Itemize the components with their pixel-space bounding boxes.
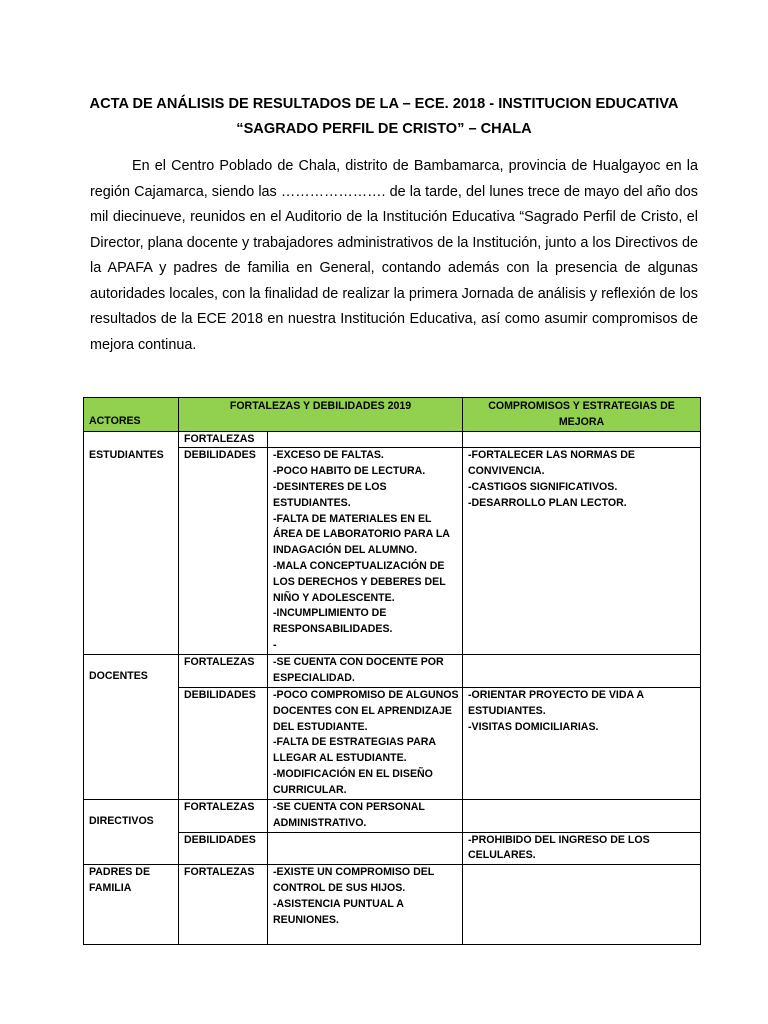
list-item: - <box>273 638 277 651</box>
label-debilidades: DEBILIDADES <box>179 832 268 865</box>
list-item: -MALA CONCEPTUALIZACIÓN DE LOS DERECHOS Y DEBERES DEL NIÑO Y ADOLESCENTE. <box>273 559 446 604</box>
list-item: -DESARROLLO PLAN LECTOR. <box>468 496 627 509</box>
actor-padres-de-familia: PADRES DE FAMILIA <box>84 865 179 945</box>
list-item: -ASISTENCIA PUNTUAL A REUNIONES. <box>273 897 404 926</box>
label-fortalezas: FORTALEZAS <box>179 431 268 448</box>
list-item: -FALTA DE ESTRATEGIAS PARA LLEGAR AL ESTUDIANTE. <box>273 736 436 765</box>
table-row <box>84 431 701 448</box>
directivos-fortalezas <box>268 799 463 832</box>
list-item: -POCO COMPROMISO DE ALGUNOS DOCENTES CON EL APRENDIZAJE DEL ESTUDIANTE. <box>273 688 459 733</box>
list-item: -POCO HABITO DE LECTURA. <box>273 465 426 478</box>
label-fortalezas: FORTALEZAS <box>179 799 268 832</box>
docentes-compromisos <box>463 687 701 799</box>
cell-empty <box>463 655 701 688</box>
header-fortalezas-debilidades: FORTALEZAS Y DEBILIDADES 2019 <box>179 398 463 432</box>
list-item: -SE CUENTA CON PERSONAL ADMINISTRATIVO. <box>273 800 425 829</box>
actor-estudiantes: ESTUDIANTES <box>84 431 179 655</box>
analysis-table <box>83 397 701 945</box>
cell-empty <box>463 431 701 448</box>
label-fortalezas: FORTALEZAS <box>179 655 268 688</box>
estudiantes-debilidades <box>268 448 463 655</box>
label-fortalezas: FORTALEZAS <box>179 865 268 945</box>
list-item: -EXISTE UN COMPROMISO DEL CONTROL DE SUS HIJOS. <box>273 866 435 894</box>
header-compromisos: COMPROMISOS Y ESTRATEGIAS DE MEJORA <box>463 398 701 432</box>
list-item: -MODIFICACIÓN EN EL DISEÑO CURRICULAR. <box>273 767 433 796</box>
list-item: -CASTIGOS SIGNIFICATIVOS. <box>468 480 618 493</box>
label-debilidades: DEBILIDADES <box>179 687 268 799</box>
actor-directivos: DIRECTIVOS <box>84 799 179 864</box>
table-row <box>84 865 701 945</box>
document-title <box>60 92 708 142</box>
title-line-2: “SAGRADO PERFIL DE CRISTO” – CHALA <box>236 121 532 137</box>
header-actors: ACTORES <box>84 398 179 432</box>
table-header-row <box>84 398 701 432</box>
actor-docentes: DOCENTES <box>84 655 179 800</box>
intro-paragraph: En el Centro Poblado de Chala, distrito de Bambamarca, provincia de Hualgayoc en la región Cajamarca, siendo las …………………. de la tarde, del lunes trece de mayo del año dos mil diecinueve, reunidos en el Auditorio de la Institución Educativa “Sagrado Perfil de Cristo, el Director, plana docente y trabajadores administrativos de la Institución, junto a los Directivos de la APAFA y padres de familia en General, contando además con la presencia de algunas autoridades locales, con la finalidad de realizar la primera Jornada de análisis y reflexión de los resultados de la ECE 2018 en nuestra Institución Educativa, así como asumir compromisos de mejora continua. <box>90 158 698 353</box>
list-item: -SE CUENTA CON DOCENTE POR ESPECIALIDAD. <box>273 656 444 685</box>
docentes-debilidades <box>268 687 463 799</box>
docentes-fortalezas <box>268 655 463 688</box>
table-row <box>84 799 701 832</box>
cell-empty <box>268 431 463 448</box>
list-item: -PROHIBIDO DEL INGRESO DE LOS CELULARES. <box>468 833 650 862</box>
list-item: -FALTA DE MATERIALES EN EL ÁREA DE LABORATORIO PARA LA INDAGACIÓN DEL ALUMNO. <box>273 512 450 557</box>
list-item: -FORTALECER LAS NORMAS DE CONVIVENCIA. <box>468 449 635 478</box>
directivos-compromisos <box>463 832 701 865</box>
list-item: -ORIENTAR PROYECTO DE VIDA A ESTUDIANTES. <box>468 688 644 717</box>
list-item: -VISITAS DOMICILIARIAS. <box>468 720 599 733</box>
cell-empty <box>268 832 463 865</box>
padres-fortalezas <box>268 865 463 945</box>
estudiantes-compromisos <box>463 448 701 655</box>
cell-empty <box>463 799 701 832</box>
list-item: -DESINTERES DE LOS ESTUDIANTES. <box>273 480 387 509</box>
cell-empty <box>463 865 701 945</box>
title-line-1: ACTA DE ANÁLISIS DE RESULTADOS DE LA – ECE. 2018 - INSTITUCION EDUCATIVA <box>89 96 679 112</box>
list-item: -EXCESO DE FALTAS. <box>273 449 384 462</box>
list-item: -INCUMPLIMIENTO DE RESPONSABILIDADES. <box>273 607 393 636</box>
table-row <box>84 655 701 688</box>
label-debilidades: DEBILIDADES <box>179 448 268 655</box>
